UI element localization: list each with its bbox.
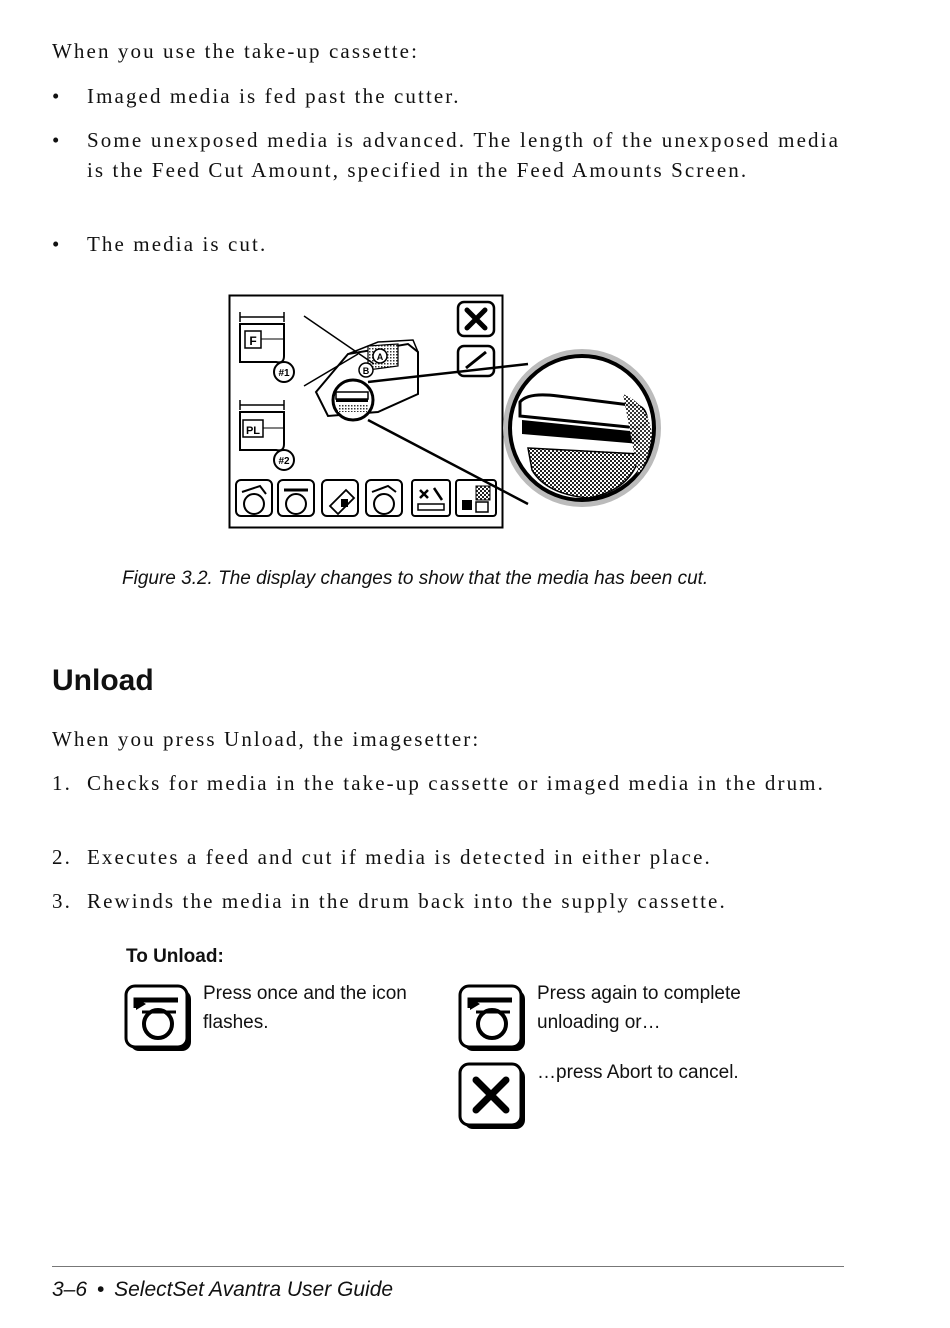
footer-title: SelectSet Avantra User Guide bbox=[114, 1278, 394, 1301]
procedure-step-2: Press again to complete unloading or… bbox=[537, 983, 741, 1033]
magnified-cutter-view bbox=[506, 352, 658, 504]
section-intro: When you press Unload, the imagesetter: bbox=[52, 727, 481, 751]
rewind-icon bbox=[366, 480, 402, 516]
bullet-marker: • bbox=[52, 84, 62, 108]
bullet-item-1: Imaged media is fed past the cutter. bbox=[87, 84, 461, 108]
unload-button-icon[interactable] bbox=[124, 984, 194, 1054]
tools-icon bbox=[412, 480, 450, 516]
section-heading: Unload bbox=[52, 664, 154, 697]
svg-text:#2: #2 bbox=[278, 456, 290, 467]
figure-caption: Figure 3.2. The display changes to show that the media has been cut. bbox=[122, 568, 709, 589]
abort-icon bbox=[458, 302, 494, 336]
svg-text:A: A bbox=[376, 352, 384, 362]
bullet-marker: • bbox=[52, 232, 62, 256]
unload-icon bbox=[278, 480, 314, 516]
feed-cut-icon bbox=[236, 480, 272, 516]
bullet-item-3: The media is cut. bbox=[87, 232, 268, 256]
svg-text:#1: #1 bbox=[278, 368, 290, 379]
abort-button-icon[interactable] bbox=[458, 1062, 528, 1132]
bullet-item-2: Some unexposed media is advanced. The length of the unexposed media is the Feed Cut Amount, specified in the Feed Amounts Screen. bbox=[87, 128, 840, 182]
step-number: 2. bbox=[52, 845, 72, 869]
bullet-marker: • bbox=[52, 128, 62, 152]
procedure-title: To Unload: bbox=[126, 946, 224, 967]
step-number: 3. bbox=[52, 889, 72, 913]
display-screen-figure bbox=[228, 294, 668, 534]
page-footer bbox=[52, 1278, 393, 1302]
step-number: 1. bbox=[52, 771, 72, 795]
edit-icon bbox=[322, 480, 358, 516]
step-text: Checks for media in the take-up cassette or imaged media in the drum. bbox=[87, 771, 825, 795]
intro-text: When you use the take-up cassette: bbox=[52, 39, 420, 63]
footer-separator: • bbox=[96, 1278, 105, 1301]
procedure-step-3: …press Abort to cancel. bbox=[537, 1062, 739, 1083]
svg-text:B: B bbox=[362, 366, 370, 376]
page-number: 3–6 bbox=[52, 1278, 88, 1301]
footer-divider bbox=[52, 1266, 844, 1267]
step-text: Executes a feed and cut if media is detected in either place. bbox=[87, 845, 712, 869]
screen-label: F bbox=[249, 334, 257, 348]
screen-label: PL bbox=[245, 425, 261, 437]
procedure-step-1: Press once and the icon flashes. bbox=[203, 983, 407, 1033]
step-text: Rewinds the media in the drum back into the supply cassette. bbox=[87, 889, 727, 913]
unload-button-icon[interactable] bbox=[458, 984, 528, 1054]
